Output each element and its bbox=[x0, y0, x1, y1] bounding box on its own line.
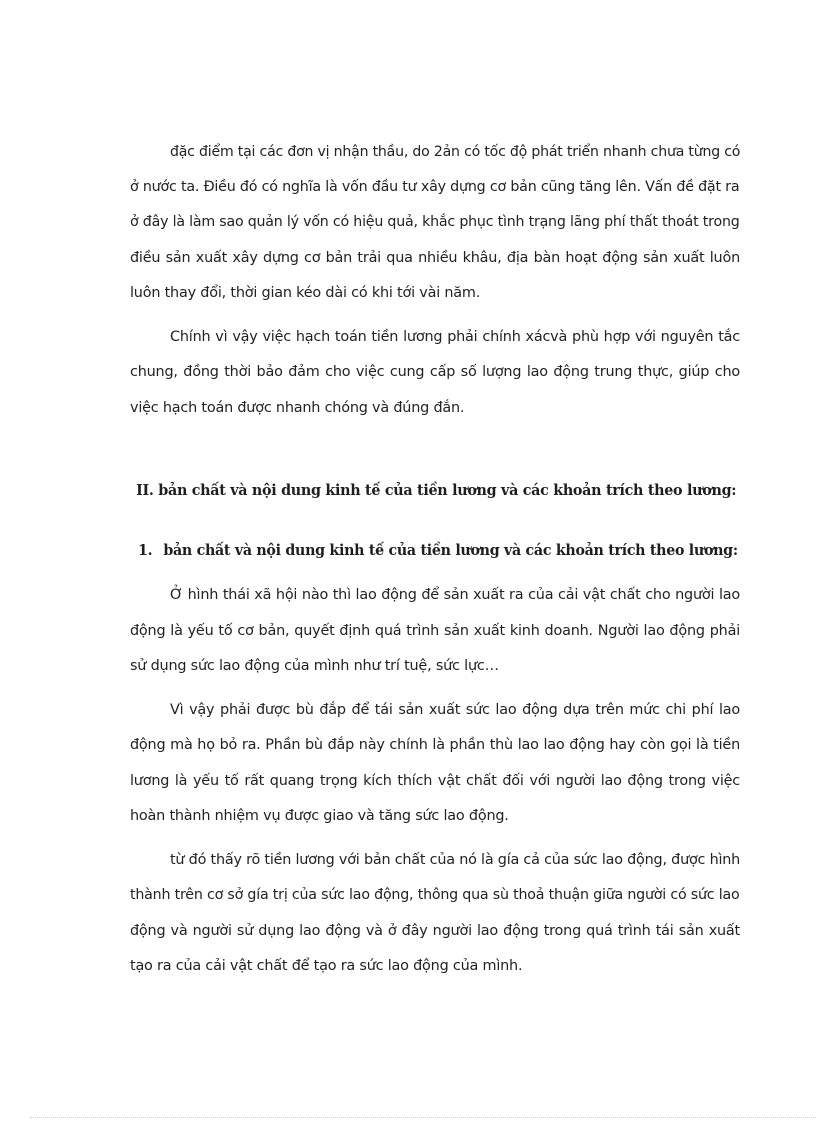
page-bottom-rule bbox=[30, 1117, 816, 1118]
paragraph2-line-3: việc hạch toán được nhanh chóng và đúng đắn. bbox=[130, 400, 465, 416]
paragraph4-line-1: Vì vậy phải được bù đắp để tái sản xuất sức lao động dựa trên mức chi phí lao bbox=[170, 702, 740, 718]
paragraph5-line-1: từ đó thấy rõ tiền lương với bản chất của nó là gía cả của sức lao động, được hình bbox=[170, 852, 741, 868]
paragraph4-line-3: lương là yếu tố rất quang trọng kích thích vật chất đối với người lao động trong việc bbox=[130, 773, 740, 789]
paragraph3-line-1: Ở hình thái xã hội nào thì lao động để sản xuất ra của cải vật chất cho người lao bbox=[170, 587, 740, 603]
paragraph4-line-4: hoàn thành nhiệm vụ được giao và tăng sức lao động. bbox=[130, 808, 509, 824]
paragraph1-line-4: điều sản xuất xây dựng cơ bản trải qua nhiều khâu, địa bàn hoạt động sản xuất luôn bbox=[130, 250, 740, 266]
subsection-title: bản chất và nội dung kinh tế của tiền lương và các khoản trích theo lương: bbox=[163, 542, 738, 559]
paragraph1-line-5: luôn thay đổi, thời gian kéo dài có khi tới vài năm. bbox=[130, 285, 481, 301]
paragraph1-line-3: ở đây là làm sao quản lý vốn có hiệu quả, khắc phục tình trạng lãng phí thất thoát trong bbox=[130, 214, 740, 230]
paragraph2-line-1: Chính vì vậy việc hạch toán tiền lương phải chính xácvà phù hợp với nguyên tắc bbox=[170, 329, 740, 345]
subsection-number: 1. bbox=[138, 542, 153, 559]
subsection-heading bbox=[138, 541, 738, 561]
paragraph5-line-3: động và người sử dụng lao động và ở đây người lao động trong quá trình tái sản xuất bbox=[130, 923, 740, 939]
paragraph5-line-2: thành trên cơ sở gía trị của sức lao động, thông qua sù thoả thuận giữa người có sức lao bbox=[130, 887, 740, 903]
section-heading: II. bản chất và nội dung kinh tế của tiền lương và các khoản trích theo lương: bbox=[136, 482, 737, 499]
paragraph2-line-2: chung, đồng thời bảo đảm cho việc cung cấp số lượng lao động trung thực, giúp cho bbox=[130, 364, 740, 380]
paragraph1-line-1: đặc điểm tại các đơn vị nhận thầu, do 2ản có tốc độ phát triển nhanh chưa từng có bbox=[170, 144, 741, 160]
paragraph4-line-2: động mà họ bỏ ra. Phần bù đắp này chính là phần thù lao lao động hay còn gọi là tiền bbox=[130, 737, 740, 753]
paragraph5-line-4: tạo ra của cải vật chất để tạo ra sức lao động của mình. bbox=[130, 958, 523, 974]
paragraph1-line-2: ở nước ta. Điều đó có nghĩa là vốn đầu tư xây dựng cơ bản cũng tăng lên. Vấn đề đặt ra bbox=[130, 179, 740, 195]
paragraph3-line-3: sử dụng sức lao động của mình như trí tuệ, sức lực… bbox=[130, 658, 499, 674]
paragraph3-line-2: động là yếu tố cơ bản, quyết định quá trình sản xuất kinh doanh. Người lao động phải bbox=[130, 623, 740, 639]
